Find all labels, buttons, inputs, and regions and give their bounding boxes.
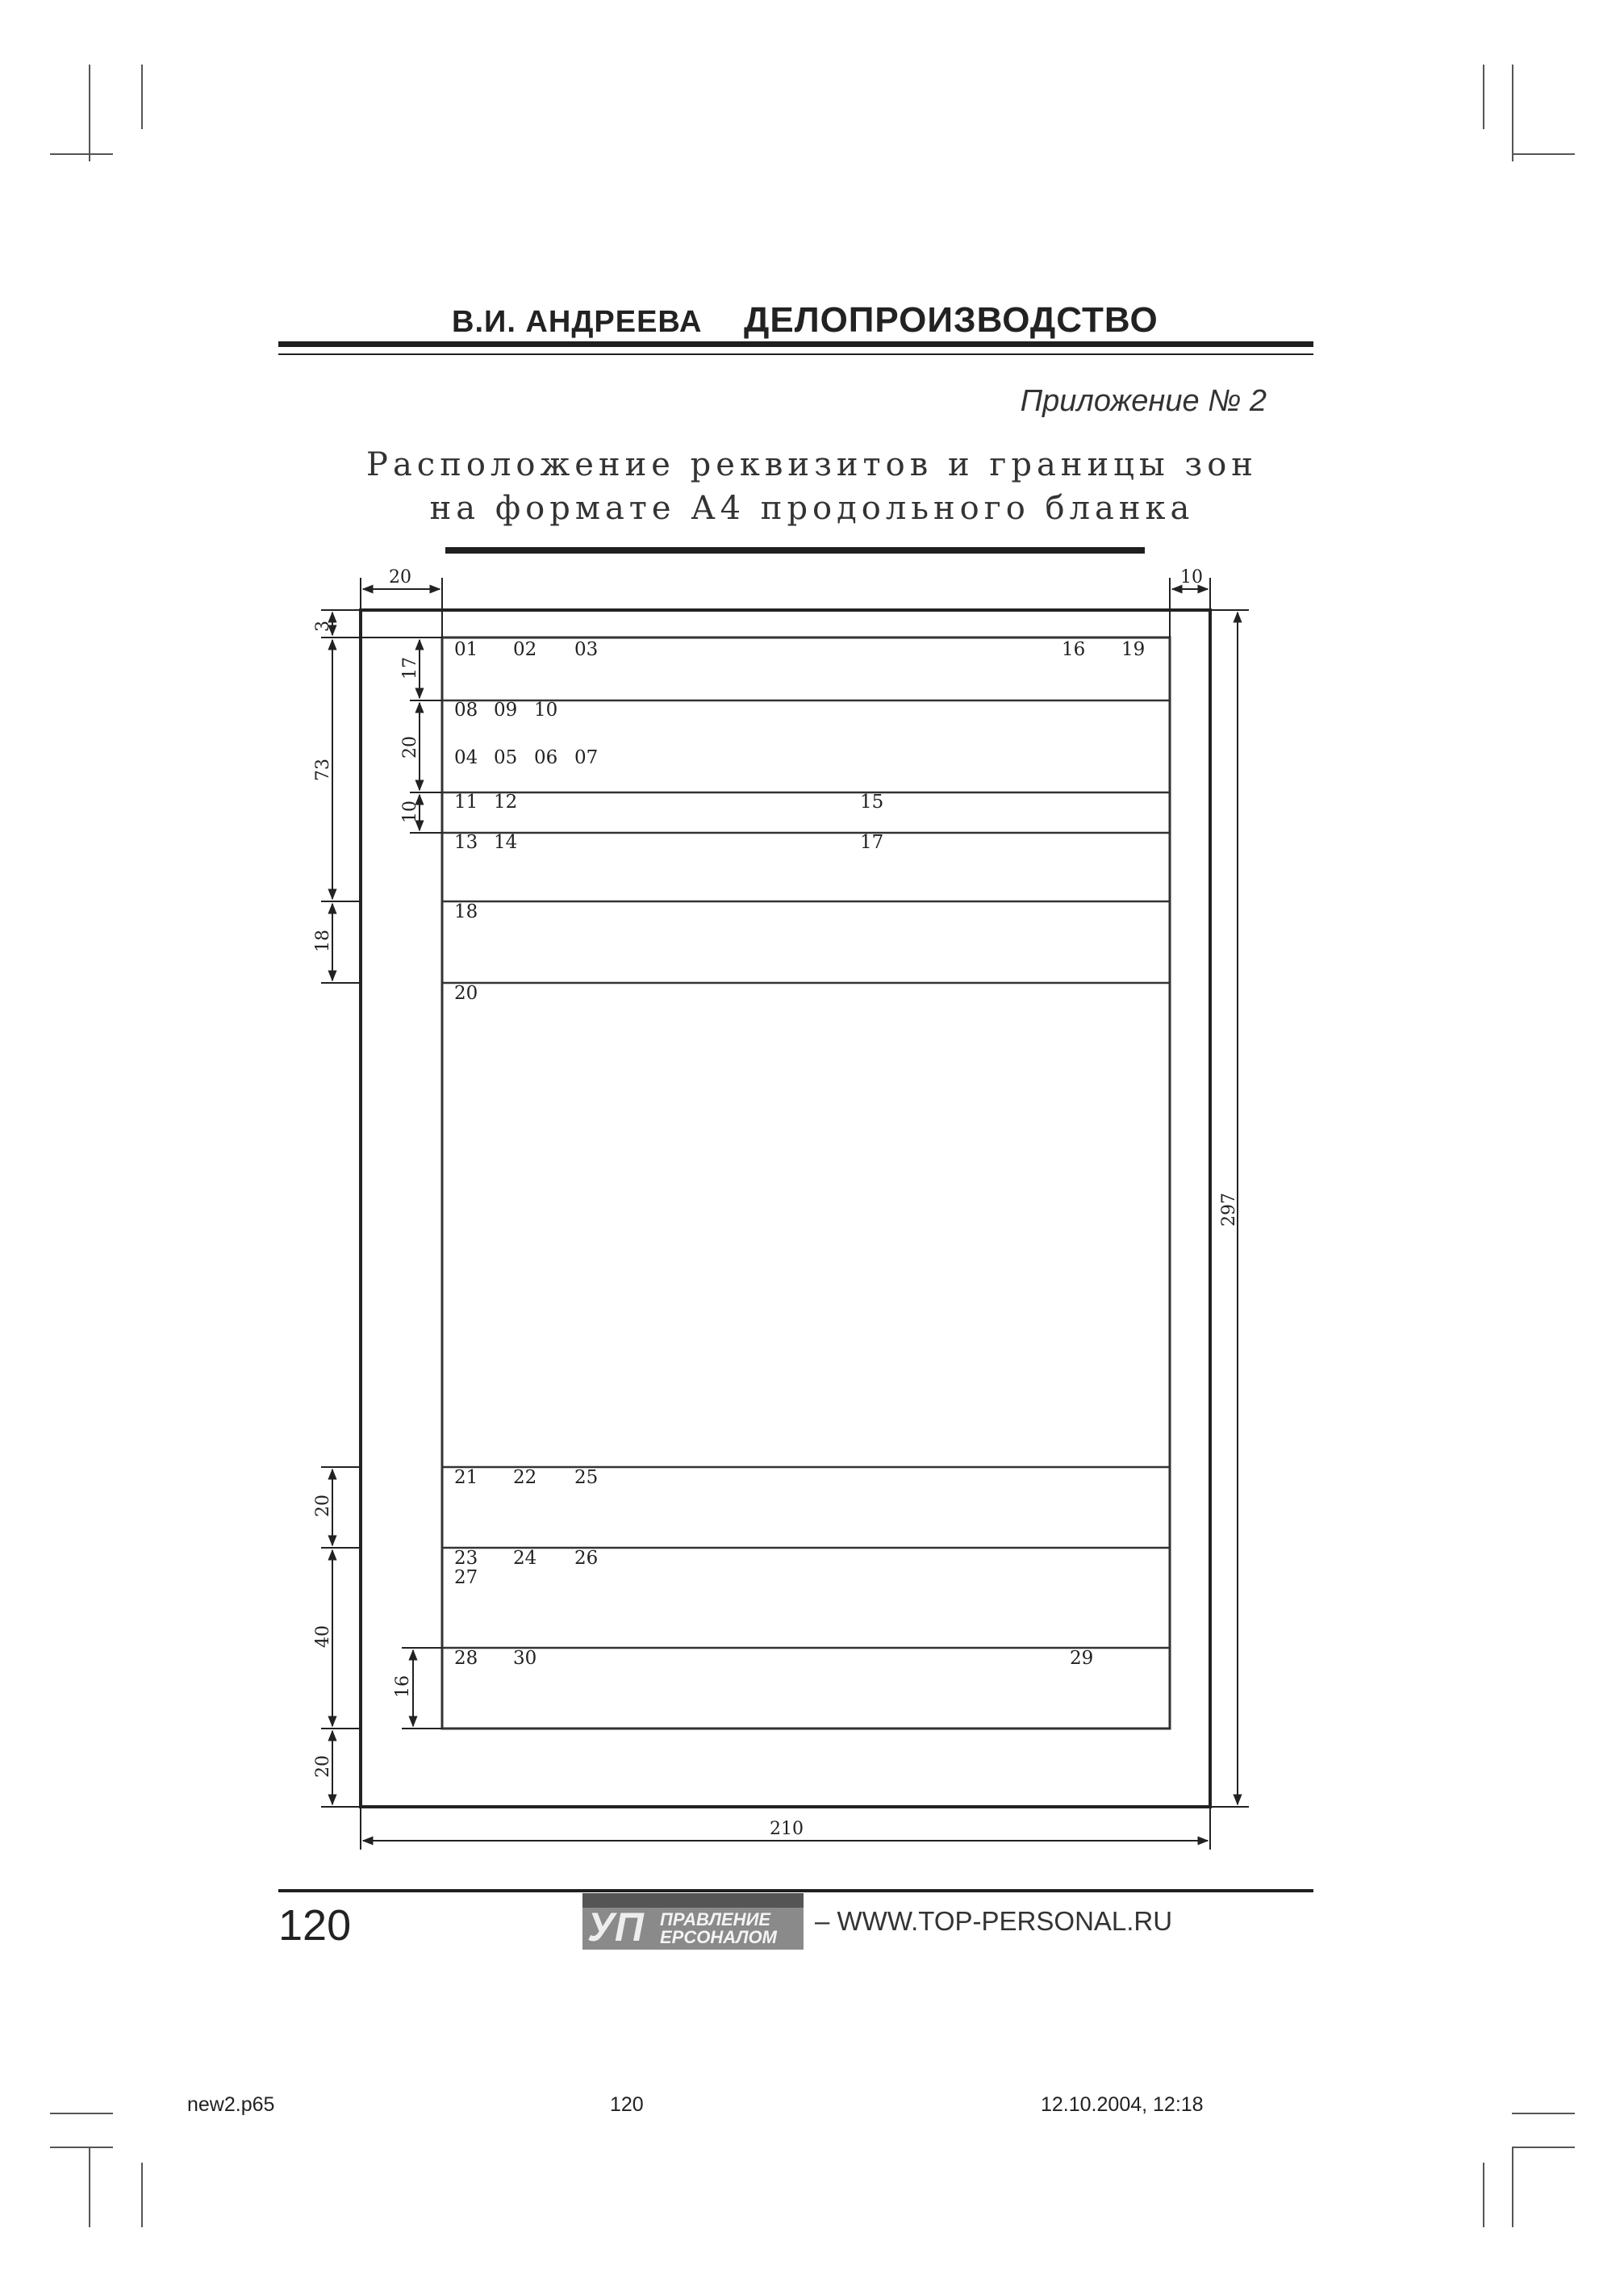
req-27: 27 <box>454 1567 478 1588</box>
req-26: 26 <box>574 1548 599 1569</box>
dim-zone-b: 20 <box>400 736 420 759</box>
req-10: 10 <box>534 700 558 721</box>
dim-zone-18: 18 <box>313 930 333 952</box>
left-outer-dimensions <box>321 610 442 1807</box>
dim-upper-block: 73 <box>313 759 333 781</box>
dim-bottom: 20 <box>313 1755 333 1778</box>
appendix-label: Приложение № 2 <box>1020 384 1267 418</box>
req-25: 25 <box>574 1467 599 1488</box>
dim-right-margin: 10 <box>1180 567 1203 587</box>
dim-zone-23: 40 <box>313 1625 333 1648</box>
req-20: 20 <box>454 983 478 1004</box>
header-author: В.И. АНДРЕЕВА <box>452 305 703 339</box>
magazine-logo <box>582 1893 804 1950</box>
dim-total-width: 210 <box>770 1819 804 1839</box>
logo-line-1: ПРАВЛЕНИЕ <box>660 1909 771 1929</box>
req-18: 18 <box>454 901 478 922</box>
dim-left-margin: 20 <box>389 567 411 587</box>
dim-top: 3 <box>313 621 333 632</box>
req-09: 09 <box>494 700 518 721</box>
req-07: 07 <box>574 747 599 768</box>
footer-rule <box>278 1889 1313 1892</box>
top-dimensions <box>361 578 1210 638</box>
slug-timestamp: 12.10.2004, 12:18 <box>1041 2093 1204 2116</box>
req-02: 02 <box>513 639 537 660</box>
req-11: 11 <box>454 792 478 813</box>
req-05: 05 <box>494 747 518 768</box>
zone-lines <box>442 700 1170 1648</box>
slug-file: new2.p65 <box>187 2093 275 2116</box>
dim-zone-c: 10 <box>400 801 420 823</box>
req-03: 03 <box>574 639 599 660</box>
req-13: 13 <box>454 832 478 853</box>
footer-page-number: 120 <box>278 1901 352 1950</box>
req-06: 06 <box>534 747 558 768</box>
dim-total-height: 297 <box>1219 1193 1239 1227</box>
form-outline <box>442 638 1170 1729</box>
req-30: 30 <box>513 1648 537 1669</box>
caption-line-1: Расположение реквизитов и границы зон <box>366 446 1258 483</box>
logo-mark: УП <box>587 1904 644 1950</box>
req-04: 04 <box>454 747 478 768</box>
sheet-outline <box>361 610 1210 1807</box>
req-15: 15 <box>860 792 884 813</box>
req-17: 17 <box>860 832 884 853</box>
dim-zone-21: 20 <box>313 1495 333 1517</box>
slug-page: 120 <box>610 2093 644 2116</box>
requisite-numbers <box>454 639 1145 1669</box>
req-29: 29 <box>1070 1648 1094 1669</box>
req-24: 24 <box>513 1548 537 1569</box>
req-14: 14 <box>494 832 518 853</box>
req-23: 23 <box>454 1548 478 1569</box>
req-01: 01 <box>454 639 478 660</box>
req-16: 16 <box>1062 639 1086 660</box>
req-19: 19 <box>1121 639 1146 660</box>
caption-line-2: на формате А4 продольного бланка <box>429 490 1195 527</box>
logo-line-2: ЕРСОНАЛОМ <box>660 1927 777 1947</box>
header-title: ДЕЛОПРОИЗВОДСТВО <box>744 300 1159 340</box>
req-28: 28 <box>454 1648 478 1669</box>
req-12: 12 <box>494 792 518 813</box>
dim-zone-28: 16 <box>393 1675 413 1698</box>
req-21: 21 <box>454 1467 478 1488</box>
footer-website: – WWW.TOP-PERSONAL.RU <box>815 1906 1173 1936</box>
dim-zone-a: 17 <box>400 657 420 679</box>
req-08: 08 <box>454 700 478 721</box>
req-22: 22 <box>513 1467 537 1488</box>
